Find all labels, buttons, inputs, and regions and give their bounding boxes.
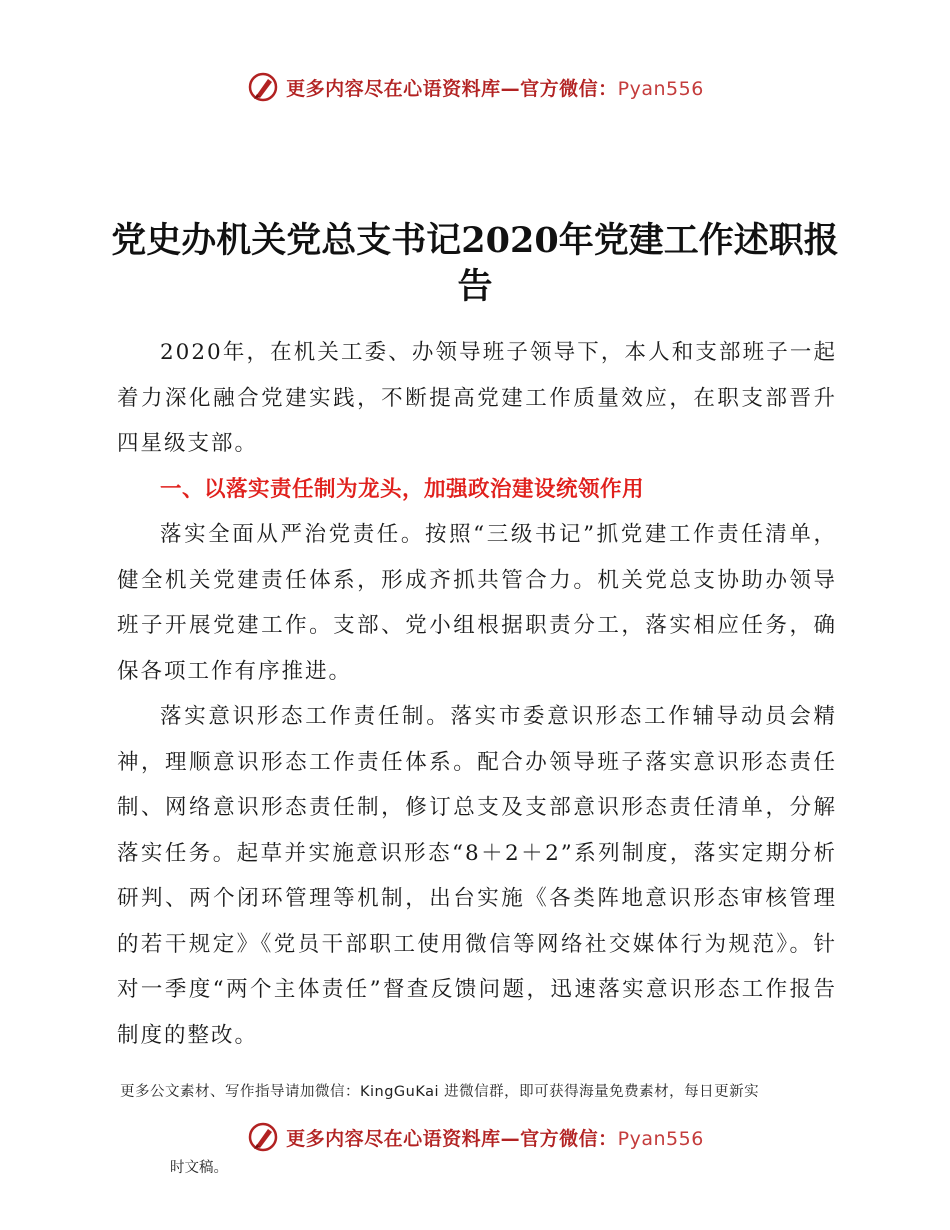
banner-text: 更多内容尽在心语资料库—官方微信：Pyan556 <box>286 77 704 100</box>
footer-promo-tail: 时文稿。 <box>170 1160 228 1176</box>
banner-wechat: Pyan556 <box>617 1127 704 1150</box>
document-body <box>117 330 837 1058</box>
pen-nib-logo-icon <box>246 1120 280 1154</box>
pen-nib-logo-icon <box>246 70 280 104</box>
footer-banner <box>0 1120 950 1154</box>
footer-promo-text: 更多公文素材、写作指导请加微信：KingGuKai 进微信群，即可获得海量免费素材，每日更新实 <box>120 1084 760 1100</box>
section1-paragraph-1: 落实全面从严治党责任。按照“三级书记”抓党建工作责任清单，健全机关党建责任体系，形成齐抓共管合力。机关党总支协助办领导班子开展党建工作。支部、党小组根据职责分工，落实相应任务，确保各项工作有序推进。 <box>117 522 837 684</box>
header-banner <box>0 70 950 104</box>
section1-paragraph-2: 落实意识形态工作责任制。落实市委意识形态工作辅导动员会精神，理顺意识形态工作责任体系。配合办领导班子落实意识形态责任制、网络意识形态责任制，修订总支及支部意识形态责任清单，分解落实任务。起草并实施意识形态“8＋2＋2”系列制度，落实定期分析研判、两个闭环管理等机制，出台实施《各类阵地意识形态审核管理的若干规定》《党员干部职工使用微信等网络社交媒体行为规范》。针对一季度“两个主体责任”督查反馈问题，迅速落实意识形态工作报告制度的整改。 <box>117 704 837 1048</box>
section-heading-1: 一、以落实责任制为龙头，加强政治建设统领作用 <box>160 476 645 502</box>
banner-text: 更多内容尽在心语资料库—官方微信：Pyan556 <box>286 1127 704 1150</box>
banner-wechat: Pyan556 <box>617 77 704 100</box>
intro-paragraph: 2020年，在机关工委、办领导班子领导下，本人和支部班子一起着力深化融合党建实践，不断提高党建工作质量效应，在职支部晋升四星级支部。 <box>117 340 837 456</box>
document-title: 党史办机关党总支书记2020年党建工作述职报告 <box>111 220 839 307</box>
